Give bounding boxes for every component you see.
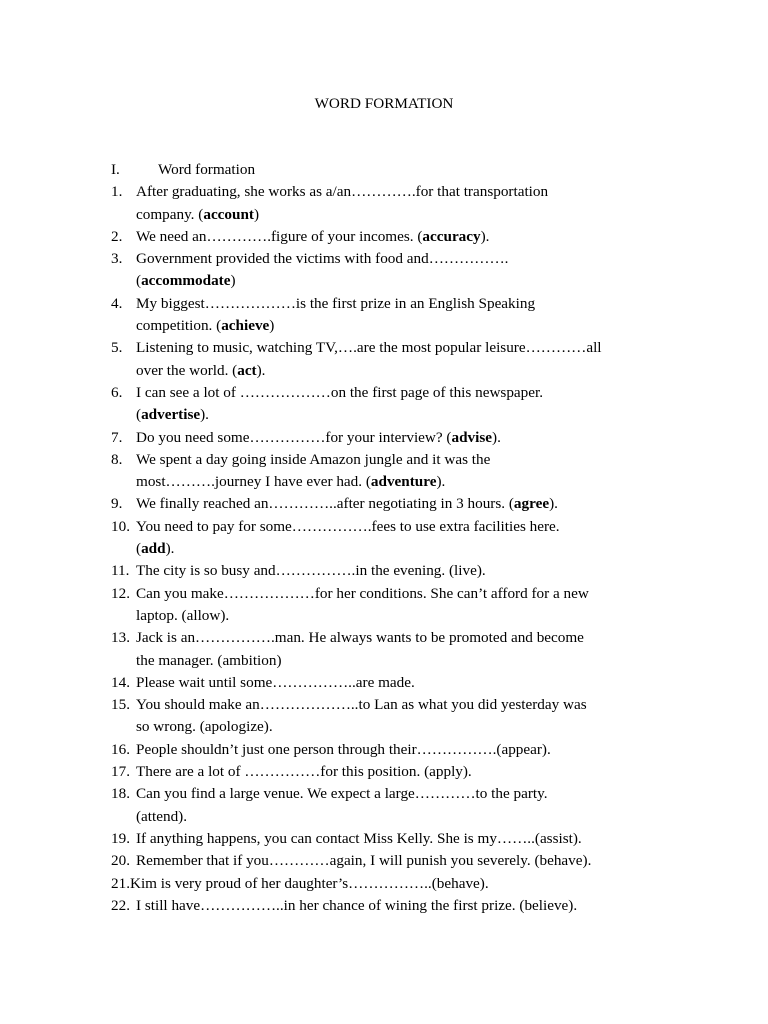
exercise-item [111,828,711,850]
root-word: adventure [370,473,437,491]
sentence-text: There are a lot of ……………for this position. (apply). [136,763,472,781]
exercise-line [111,672,711,694]
sentence-text: Listening to music, watching TV,….are the most popular leisure…………all [136,339,602,357]
sentence-text: You need to pay for some…………….fees to use extra facilities here. [136,517,560,535]
item-number: 9. [111,495,123,513]
root-word: advertise [141,406,201,424]
exercise-item [111,783,711,828]
sentence-text: Remember that if you…………again, I will punish you severely. (behave). [136,852,592,870]
item-number: 13. [111,629,130,647]
exercise-item [111,761,711,783]
exercise-line [111,337,711,359]
exercise-item [111,516,711,561]
exercise-line [111,761,711,783]
root-word: agree [513,495,550,513]
sentence-text: Do you need some……………for your interview? ( [136,428,452,446]
exercise-item [111,694,711,739]
exercise-line [111,783,711,805]
exercise-line [111,895,711,917]
exercise-line [111,226,711,248]
exercise-item [111,873,711,895]
exercise-list [111,181,711,917]
exercise-line [111,828,711,850]
sentence-text: ). [549,495,558,513]
section-number: I. [111,161,120,178]
sentence-text: ). [436,473,446,491]
exercise-item [111,248,711,293]
sentence-text: We need an………….figure of your incomes. ( [136,227,423,245]
sentence-text: the manager. (ambition) [136,651,282,669]
exercise-item [111,583,711,628]
sentence-text: The city is so busy and…………….in the evening. (live). [136,562,486,580]
exercise-line [111,716,711,738]
exercise-item [111,627,711,672]
exercise-item [111,382,711,427]
sentence-text: ). [480,227,490,245]
item-number: 6. [111,383,123,401]
root-word: act [237,361,257,379]
sentence-text: ). [200,406,209,424]
sentence-text: ) [269,317,275,335]
sentence-text: You should make an………………..to Lan as what you did yesterday was [136,696,587,714]
sentence-text: over the world. ( [136,361,238,379]
exercise-line [111,627,711,649]
sentence-text: ( [136,540,142,558]
exercise-line [111,427,711,449]
item-number: 21. [111,874,130,892]
sentence-text: My biggest………………is the first prize in an English Speaking [136,294,536,312]
item-number: 14. [111,673,130,691]
exercise-line [111,560,711,582]
sentence-text: ) [253,205,260,223]
sentence-text: ). [492,428,501,446]
exercise-line [111,694,711,716]
exercise-item [111,449,711,494]
exercise-item [111,850,711,872]
exercise-line [111,739,711,761]
sentence-text: competition. ( [136,317,222,335]
exercise-line [111,516,711,538]
sentence-text: ). [256,361,266,379]
item-number: 12. [111,584,130,602]
item-number: 15. [111,696,130,714]
item-number: 10. [111,517,130,535]
exercise-item [111,226,711,248]
exercise-line [111,850,711,872]
root-word: account [203,205,254,223]
exercise-item [111,560,711,582]
sentence-text: Can you make………………for her conditions. She can’t afford for a new [136,584,589,602]
exercise-item [111,337,711,382]
exercise-line [111,493,711,515]
sentence-text: ). [165,540,175,558]
sentence-text: laptop. (allow). [136,606,230,624]
sentence-text: Jack is an…………….man. He always wants to be promoted and become [136,629,584,647]
item-number: 4. [111,294,123,312]
item-number: 16. [111,740,130,758]
exercise-item [111,181,711,226]
exercise-item [111,427,711,449]
exercise-line [111,650,711,672]
item-number: 7. [111,428,123,446]
sentence-text: We finally reached an…………..after negotiating in 3 hours. ( [136,495,514,513]
exercise-line [111,181,711,203]
root-word: add [141,540,166,558]
exercise-item [111,293,711,338]
item-number: 3. [111,250,123,268]
exercise-line [111,605,711,627]
sentence-text: (attend). [136,807,188,825]
exercise-line [111,583,711,605]
sentence-text: ( [136,406,142,424]
page-title: WORD FORMATION [314,95,454,112]
sentence-text: ( [136,272,142,290]
exercise-item [111,895,711,917]
sentence-text: ) [230,272,236,290]
item-number: 2. [111,227,123,245]
item-number: 20. [111,852,130,870]
item-number: 17. [111,763,130,781]
exercise-line [111,538,711,560]
root-word: advise [451,428,493,446]
section-heading [111,159,711,181]
exercise-line [111,806,711,828]
root-word: accuracy [422,227,481,245]
root-word: accommodate [141,272,231,290]
sentence-text: We spent a day going inside Amazon jungle and it was the [136,450,491,468]
exercise-line [111,315,711,337]
sentence-text: Government provided the victims with food and……………. [136,250,509,268]
exercise-item [111,493,711,515]
exercise-line [111,248,711,270]
sentence-text: most……….journey I have ever had. ( [136,473,371,491]
sentence-text: Please wait until some……………..are made. [136,673,415,691]
exercise-line [111,404,711,426]
sentence-text: I can see a lot of ………………on the first page of this newspaper. [136,383,544,401]
exercise-line [111,360,711,382]
sentence-text: I still have……………..in her chance of wining the first prize. (believe). [136,896,578,914]
exercise-line [111,449,711,471]
item-number: 22. [111,896,130,914]
root-word: achieve [221,317,270,335]
sentence-text: Kim is very proud of her daughter’s……………..(behave). [129,874,489,892]
sentence-text: After graduating, she works as a/an………….for that transportation [136,183,549,201]
sentence-text: If anything happens, you can contact Miss Kelly. She is my……..(assist). [136,829,582,847]
exercise-item [111,672,711,694]
section-label: Word formation [158,161,256,178]
item-number: 18. [111,785,130,803]
sentence-text: Can you find a large venue. We expect a large…………to the party. [136,785,548,803]
item-number: 5. [111,339,123,357]
sentence-text: company. ( [136,205,204,223]
exercise-line [111,293,711,315]
item-number: 19. [111,829,130,847]
item-number: 11. [111,562,130,580]
item-number: 1. [111,183,123,201]
exercise-line [111,873,711,895]
item-number: 8. [111,450,123,468]
exercise-item [111,739,711,761]
exercise-line [111,382,711,404]
exercise-line [111,204,711,226]
exercise-content [111,159,711,917]
sentence-text: People shouldn’t just one person through their…………….(appear). [136,740,551,758]
sentence-text: so wrong. (apologize). [136,718,273,736]
exercise-line [111,270,711,292]
exercise-line [111,471,711,493]
